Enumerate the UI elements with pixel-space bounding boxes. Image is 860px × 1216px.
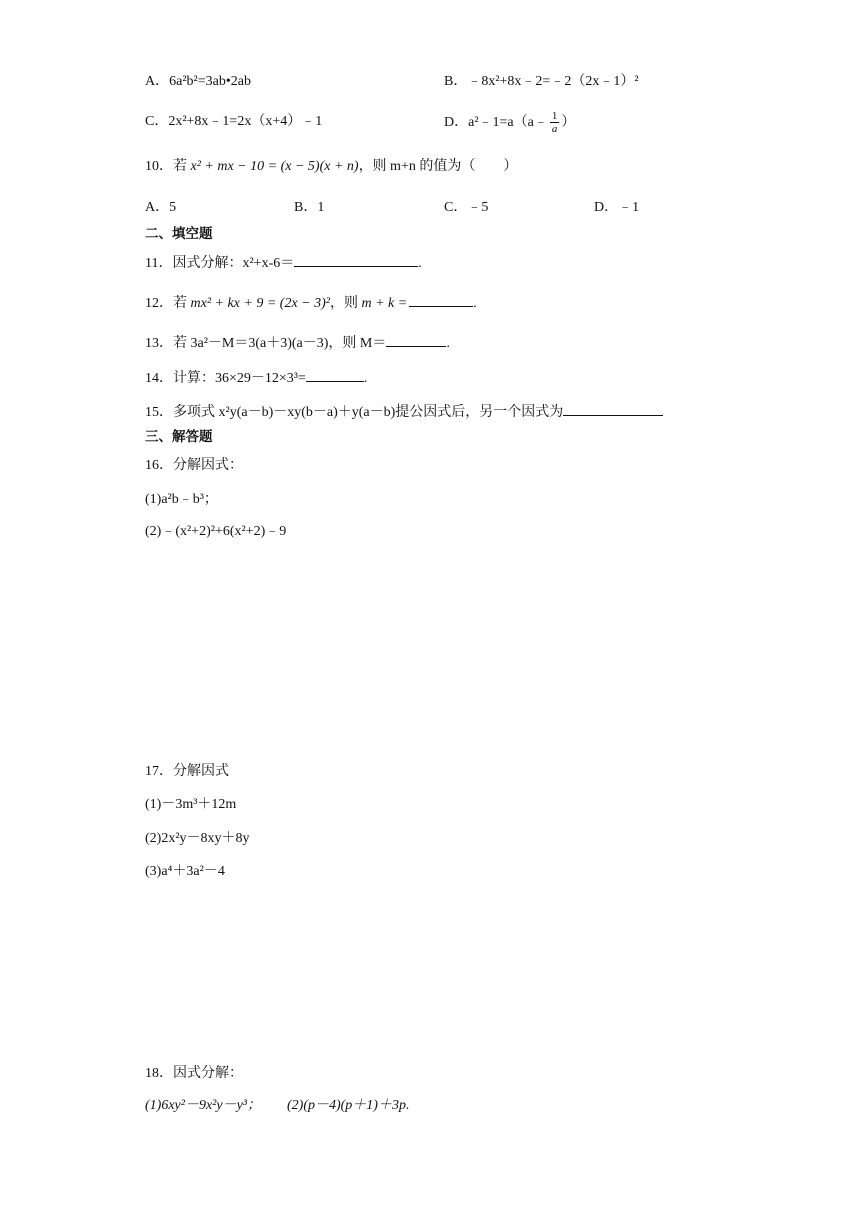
option-label: A． [145, 200, 170, 215]
q11 [145, 252, 422, 274]
option-text-post: ） [561, 115, 576, 130]
q11-end: . [418, 256, 422, 271]
q15 [145, 401, 663, 423]
option-label: C． [444, 200, 468, 215]
q12-end: . [473, 296, 477, 311]
option-text: ﹣5 [467, 200, 489, 215]
option-label: C． [145, 114, 169, 129]
q18-part-2: (2)(p－4)(p＋1)＋3p. [287, 1098, 410, 1113]
q14-text: 14．计算：36×29－12×3³= [145, 371, 306, 386]
q12-pre: 12．若 [145, 296, 191, 311]
q12-expression: mx² + kx + 9 = (2x − 3)² [190, 296, 330, 311]
fraction [550, 110, 560, 135]
q17-part-2: (2)2x²y－8xy＋8y [145, 831, 250, 846]
option-text: 2x²+8x﹣1=2x（x+4）﹣1 [168, 114, 323, 129]
answer-blank[interactable] [306, 367, 364, 382]
answer-blank[interactable] [563, 401, 663, 416]
option-label: B． [444, 74, 468, 89]
option-label: A． [145, 74, 170, 89]
option-text: ﹣1 [618, 200, 640, 215]
q13-end: . [446, 336, 450, 351]
q16-title: 16．分解因式： [145, 458, 243, 473]
q14-end: . [363, 371, 368, 386]
option-text: 6a²b²=3ab•2ab [169, 74, 251, 89]
option-text-pre: a²﹣1=a（a﹣ [468, 115, 548, 130]
option-text: 5 [169, 200, 177, 215]
option-label: D． [594, 200, 619, 215]
option-label: D． [444, 115, 469, 130]
q11-text: 11．因式分解：x²+x-6＝ [145, 256, 295, 271]
q10-option-b [294, 198, 324, 218]
q12-mid: ，则 [329, 296, 362, 311]
q10-equation: x² + mx − 10 = (x − 5)(x + n) [190, 159, 359, 174]
q17-title: 17．分解因式 [145, 764, 229, 779]
fraction-denominator: a [551, 123, 558, 136]
q10-option-c [444, 198, 488, 218]
section-title-solve: 三、解答题 [145, 429, 213, 445]
q13 [145, 332, 450, 354]
q9-option-d [444, 108, 575, 138]
answer-blank[interactable] [409, 292, 473, 307]
q14 [145, 367, 367, 389]
answer-blank[interactable] [294, 252, 418, 267]
q12 [145, 292, 477, 314]
q16-part-2: (2)﹣(x²+2)²+6(x²+2)﹣9 [145, 524, 287, 539]
q9-option-c [145, 112, 322, 132]
option-text: ﹣8x²+8x﹣2=﹣2（2x﹣1）² [467, 74, 639, 89]
q15-text: 15．多项式 x²y(a－b)－xy(b－a)＋y(a－b)提公因式后，另一个因式为 [145, 405, 564, 420]
q18-title: 18．因式分解： [145, 1066, 243, 1081]
q9-option-a [145, 72, 251, 92]
q9-option-b [444, 72, 639, 92]
option-label: B． [294, 200, 318, 215]
q18-part-1: (1)6xy²－9x²y－y³； [145, 1098, 261, 1113]
q10-stem-post: ，则 m+n 的值为（ ） [358, 159, 518, 174]
q13-text: 13．若 3a²－M＝3(a＋3)(a－3)，则 M＝ [145, 336, 387, 351]
answer-blank[interactable] [386, 332, 446, 347]
option-text: 1 [317, 200, 325, 215]
q17-part-1: (1)－3m³＋12m [145, 797, 237, 812]
q16-part-1: (1)a²b﹣b³； [145, 492, 218, 507]
q12-ask: m + k = [361, 296, 408, 311]
section-title-fill-in: 二、填空题 [145, 226, 213, 242]
fraction-numerator: 1 [551, 110, 558, 123]
q10-stem [145, 157, 517, 177]
q10-option-a [145, 198, 176, 218]
q10-option-d [594, 198, 639, 218]
q10-stem-pre: 10．若 [145, 159, 191, 174]
q17-part-3: (3)a⁴＋3a²－4 [145, 864, 225, 879]
